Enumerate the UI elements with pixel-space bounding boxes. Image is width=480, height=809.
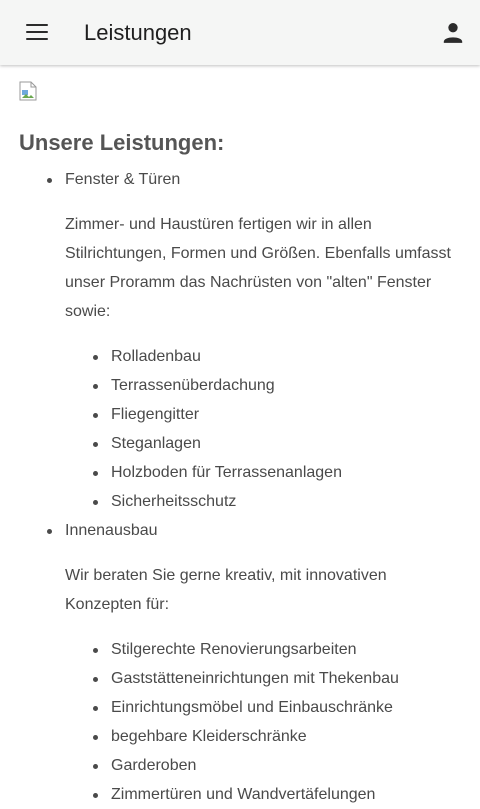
menu-icon-bar xyxy=(26,38,48,40)
menu-icon[interactable] xyxy=(26,24,48,40)
sub-list-item: Garderoben xyxy=(0,751,480,780)
menu-icon-bar xyxy=(26,31,48,33)
service-label-innenausbau: Innenausbau xyxy=(0,516,480,545)
menu-icon-bar xyxy=(26,24,48,26)
sub-list-item: Einrichtungsmöbel und Einbauschränke xyxy=(0,693,480,722)
service-sub-list xyxy=(0,342,480,516)
app-bar xyxy=(0,0,480,65)
service-item xyxy=(0,165,480,516)
service-label-fenster-tueren: Fenster & Türen xyxy=(0,165,480,194)
services-list xyxy=(0,165,480,809)
sub-list-item: Steganlagen xyxy=(0,429,480,458)
section-heading: Unsere Leistungen: xyxy=(19,130,225,155)
sub-list-item: Terrassenüberdachung xyxy=(0,371,480,400)
service-sub-list xyxy=(0,635,480,809)
sub-list-item: Holzboden für Terrassenanlagen xyxy=(0,458,480,487)
service-description: Zimmer- und Haustüren fertigen wir in allen Stilrichtungen, Formen und Größen. Ebenfalls umfasst unser Proramm das Nachrüsten von "alten" Fenster sowie: xyxy=(65,216,451,320)
sub-list-item: begehbare Kleiderschränke xyxy=(0,722,480,751)
sub-list-item: Gaststätteneinrichtungen mit Thekenbau xyxy=(0,664,480,693)
sub-list-item: Zimmertüren und Wandvertäfelungen xyxy=(0,780,480,809)
page-title: Leistungen xyxy=(84,20,192,45)
service-item xyxy=(0,516,480,809)
sub-list-item: Stilgerechte Renovierungsarbeiten xyxy=(0,635,480,664)
service-description: Wir beraten Sie gerne kreativ, mit innovativen Konzepten für: xyxy=(65,567,387,613)
broken-image-icon xyxy=(19,81,37,101)
account-icon-graphic xyxy=(440,19,466,45)
sub-list-item: Rolladenbau xyxy=(0,342,480,371)
sub-list-item: Sicherheitsschutz xyxy=(0,487,480,516)
account-icon[interactable] xyxy=(440,19,466,45)
sub-list-item: Fliegengitter xyxy=(0,400,480,429)
